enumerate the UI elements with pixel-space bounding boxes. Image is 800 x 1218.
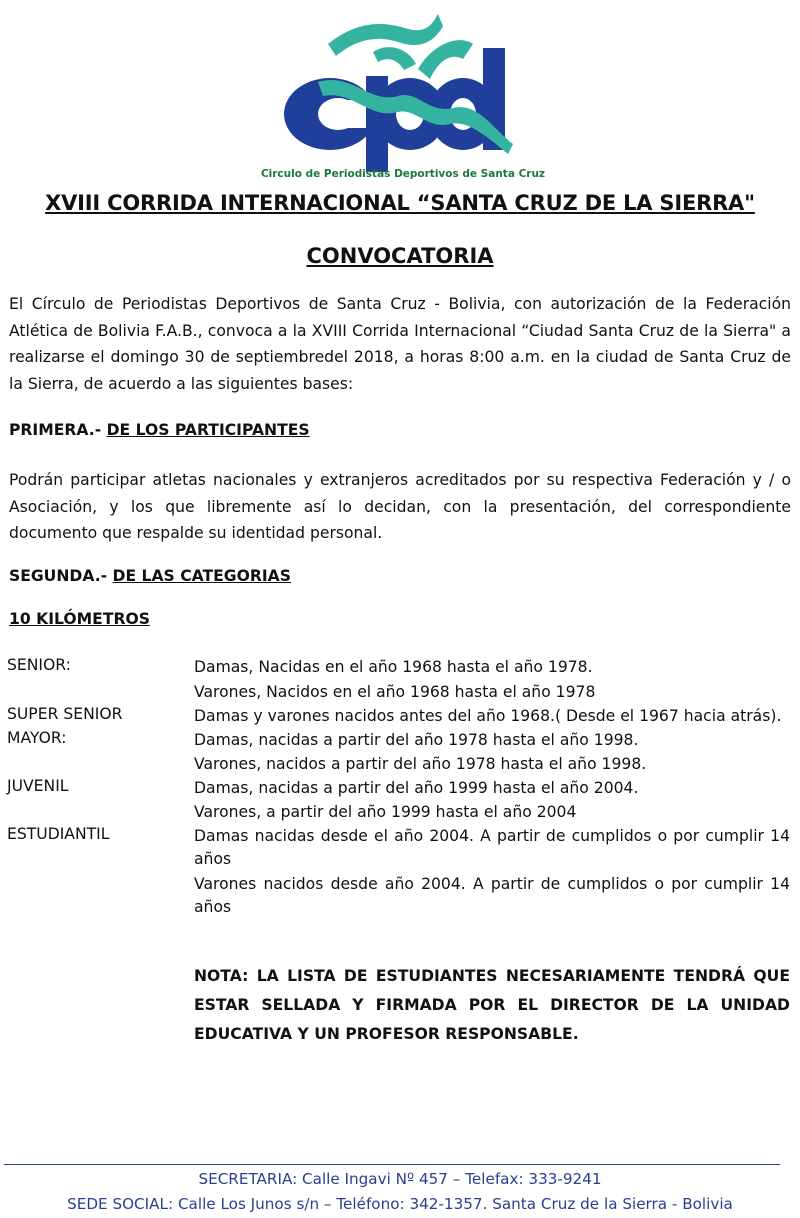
category-line: Damas nacidas desde el año 2004. A partir de cumplidos o por cumplir 14 años — [194, 827, 790, 868]
section-segunda-prefix: SEGUNDA.- — [9, 567, 113, 585]
nota-paragraph: NOTA: LA LISTA DE ESTUDIANTES NECESARIAMENTE TENDRÁ QUE ESTAR SELLADA Y FIRMADA POR EL DIRECTOR DE LA UNIDAD EDUCATIVA Y UN PROFESOR RESPONSABLE. — [194, 967, 790, 1043]
category-label: SENIOR: — [7, 656, 71, 674]
footer-secretaria: SECRETARIA: Calle Ingavi Nº 457 – Telefax: 333-9241 — [198, 1170, 602, 1188]
section-segunda-title: DE LAS CATEGORIAS — [112, 567, 291, 585]
category-label: JUVENIL — [7, 777, 69, 795]
section-primera-heading — [9, 421, 310, 439]
footer-divider — [4, 1164, 780, 1165]
participantes-paragraph: Podrán participar atletas nacionales y extranjeros acreditados por su respectiva Federación y / o Asociación, y los que libremente así lo decidan, con la presentación, del correspondiente documento que respalde su identidad personal. — [9, 471, 791, 542]
intro-paragraph: El Círculo de Periodistas Deportivos de Santa Cruz - Bolivia, con autorización de la Federación Atlética de Bolivia F.A.B., convoca a la XVIII Corrida Internacional “Ciudad Santa Cruz de la Sierra" a realizarse el domingo 30 de septiembredel 2018, a horas 8:00 a.m. en la ciudad de Santa Cruz de la Sierra, de acuerdo a las siguientes bases: — [9, 295, 791, 393]
cpd-logo — [258, 4, 548, 182]
category-line: Varones, a partir del año 1999 hasta el año 2004 — [194, 803, 577, 821]
section-primera-prefix: PRIMERA.- — [9, 421, 107, 439]
distance-heading — [9, 610, 150, 628]
category-line: Damas, nacidas a partir del año 1978 hasta el año 1998. — [194, 731, 639, 749]
category-label: MAYOR: — [7, 729, 67, 747]
category-label: SUPER SENIOR — [7, 705, 123, 723]
section-segunda-heading — [9, 567, 291, 585]
document-title: XVIII CORRIDA INTERNACIONAL “SANTA CRUZ DE LA SIERRA" — [45, 191, 755, 215]
section-primera-title: DE LOS PARTICIPANTES — [106, 421, 310, 439]
category-line: Damas, nacidas a partir del año 1999 hasta el año 2004. — [194, 779, 639, 797]
category-line: Damas y varones nacidos antes del año 1968.( Desde el 1967 hacia atrás). — [194, 707, 782, 725]
category-label: ESTUDIANTIL — [7, 825, 110, 843]
category-line: Damas, Nacidas en el año 1968 hasta el año 1978. — [194, 658, 593, 676]
logo-caption: Circulo de Periodistas Deportivos de Santa Cruz — [260, 168, 546, 180]
distance-label: 10 KILÓMETROS — [9, 610, 150, 628]
cpd-logo-graphic — [258, 4, 548, 182]
category-line: Varones, Nacidos en el año 1968 hasta el año 1978 — [194, 683, 596, 701]
document-subtitle: CONVOCATORIA — [306, 244, 494, 268]
category-line: Varones, nacidos a partir del año 1978 hasta el año 1998. — [194, 755, 647, 773]
footer-sede-social: SEDE SOCIAL: Calle Los Junos s/n – Teléfono: 342-1357. Santa Cruz de la Sierra - Bolivia — [67, 1195, 733, 1213]
category-line: Varones nacidos desde año 2004. A partir de cumplidos o por cumplir 14 años — [194, 875, 790, 916]
